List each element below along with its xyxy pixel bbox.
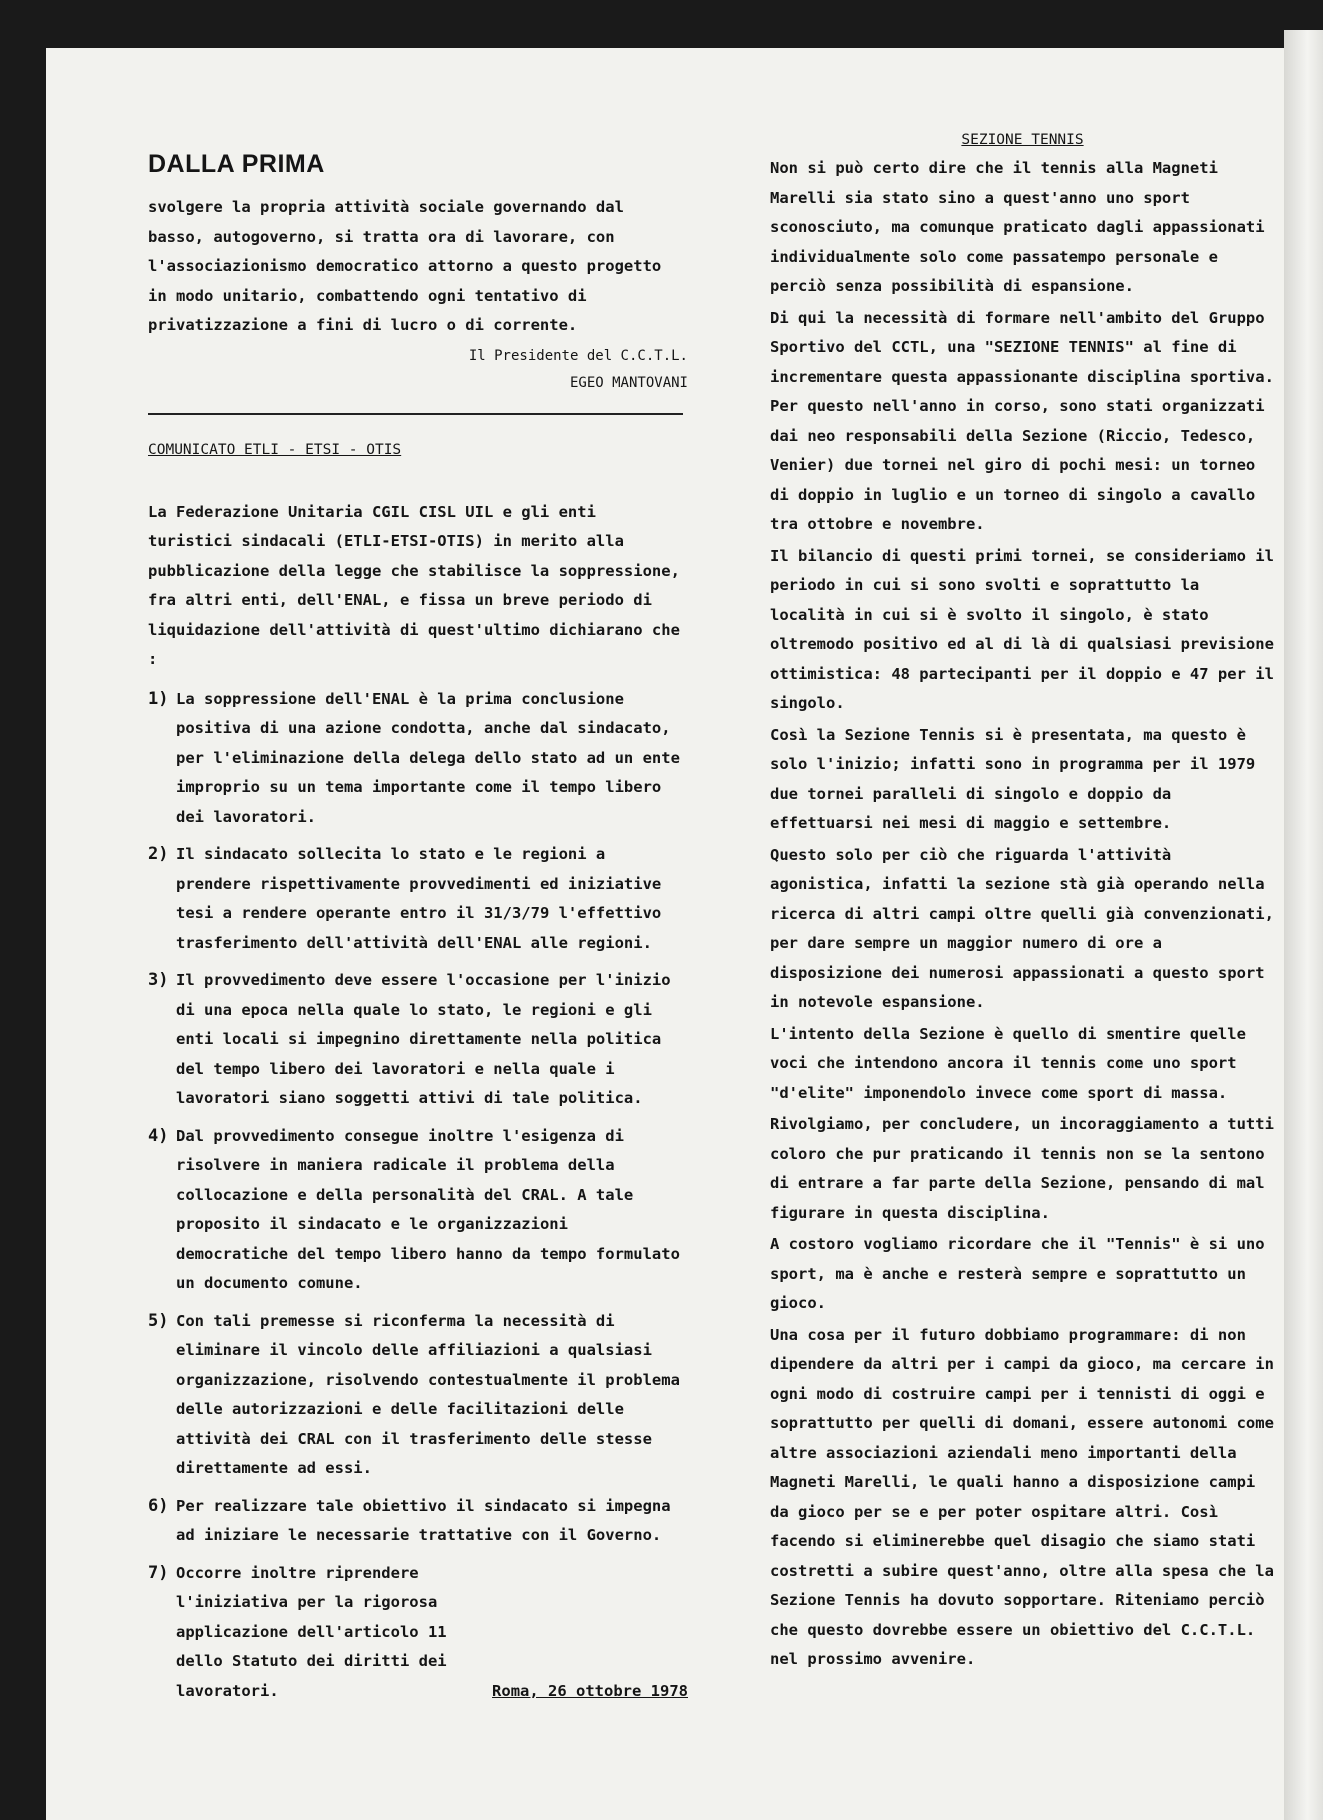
item-number: 6) bbox=[148, 1495, 169, 1516]
item-text: Il sindacato sollecita lo stato e le regioni a prendere rispettivamente provvedimenti ed iniziative tesi a rendere operante entro il 31/3/79 l'effettivo trasferimento dell'attività dell'ENAL alle regioni. bbox=[176, 845, 662, 952]
communique-title: COMUNICATO ETLI - ETSI - OTIS bbox=[148, 441, 402, 458]
item-text: Per realizzare tale obiettivo il sindacato si impegna ad iniziare le necessarie trattative con il Governo. bbox=[176, 1496, 671, 1544]
tennis-paragraph: Questo solo per ciò che riguarda l'attività agonistica, infatti la sezione stà già operando nella ricerca di altri campi oltre quelli già convenzionati, per dare sempre un maggior numero di ore a disposizione dei numerosi appassionati a questo sport in notevole espansione. bbox=[770, 845, 1274, 1011]
tennis-paragraph: Il bilancio di questi primi tornei, se consideriamo il periodo in cui si sono svolti e soprattutto la località in cui si è svolto il singolo, è stato oltremodo positivo ed al di là di qualsiasi previsione ottimistica: 48 partecipanti per il doppio e 47 per il singolo. bbox=[770, 546, 1274, 712]
item-number: 4) bbox=[148, 1125, 169, 1146]
item-number: 5) bbox=[148, 1310, 169, 1331]
communique-intro: La Federazione Unitaria CGIL CISL UIL e gli enti turistici sindacali (ETLI-ETSI-OTIS) in merito alla pubblicazione della legge che stabilisce la soppressione, fra altri enti, dell'ENAL, e fissa un breve periodo di liquidazione dell'attività di quest'ultimo dichiarano che : bbox=[148, 502, 680, 668]
item-text: Dal provvedimento consegue inoltre l'esigenza di risolvere in maniera radicale il problema della collocazione e della personalità del CRAL. A tale proposito il sindacato e le organizzazioni democratiche del tempo libero hanno da tempo formulato un documento comune. bbox=[176, 1126, 680, 1292]
list-item bbox=[148, 966, 688, 1114]
sezione-tennis-heading: SEZIONE TENNIS bbox=[961, 132, 1084, 148]
list-item bbox=[148, 840, 688, 958]
item-number: 1) bbox=[148, 688, 169, 709]
right-column bbox=[770, 132, 1275, 1677]
tennis-paragraph: Una cosa per il futuro dobbiamo programmare: di non dipendere da altri per i campi da gioco, ma cercare in ogni modo di costruire campi per i tennisti di oggi e soprattutto per quelli di domani, essere autonomi come altre associazioni aziendali meno importanti della Magneti Marelli, le quali hanno a disposizione campi da gioco per se e per poter ospitare altri. Così facendo si eliminerebbe quel disagio che siamo stati costretti a subire quest'anno, oltre alla spesa che la Sezione Tennis ha dovuto sopportare. Riteniamo perciò che questo dovrebbe essere un obiettivo del C.C.T.L. nel prossimo avvenire. bbox=[770, 1325, 1274, 1668]
dalla-prima-heading: DALLA PRIMA bbox=[148, 150, 325, 178]
list-item bbox=[148, 1492, 688, 1551]
item-text: Con tali premesse si riconferma la necessità di eliminare il vincolo delle affiliazioni a qualsiasi organizzazione, risolvendo contestualmente il problema delle autorizzazioni e delle facilitazioni delle attività dei CRAL con il trasferimento delle stesse direttamente ad essi. bbox=[176, 1311, 680, 1477]
signature-role: Il Presidente del C.C.T.L. bbox=[468, 347, 688, 364]
section-divider bbox=[148, 413, 683, 415]
item-number: 7) bbox=[148, 1562, 169, 1583]
communique-date: Roma, 26 ottobre 1978 bbox=[492, 1681, 688, 1700]
page-edge bbox=[1284, 30, 1323, 1820]
list-item bbox=[148, 1307, 688, 1484]
item-text: Occorre inoltre riprendere l'iniziativa per la rigorosa applicazione dell'articolo 11 dello Statuto dei diritti dei lavoratori. bbox=[176, 1563, 447, 1700]
signature bbox=[148, 343, 688, 397]
tennis-paragraph: Così la Sezione Tennis si è presentata, ma questo è solo l'inizio; infatti sono in programma per il 1979 due tornei paralleli di singolo e doppio da effettuarsi nei mesi di maggio e settembre. bbox=[770, 725, 1256, 832]
tennis-paragraph: Non si può certo dire che il tennis alla Magneti Marelli sia stato sino a quest'anno uno sport sconosciuto, ma comunque praticato dagli appassionati individualmente solo come passatempo personale e perciò senza possibilità di espansione. bbox=[770, 159, 1265, 295]
closing-row bbox=[176, 1559, 688, 1707]
tennis-paragraph: A costoro vogliamo ricordare che il "Tennis" è si uno sport, ma è anche e resterà sempre e soprattutto un gioco. bbox=[770, 1235, 1265, 1312]
list-item bbox=[148, 1122, 688, 1299]
item-number: 2) bbox=[148, 844, 169, 864]
signature-name: EGEO MANTOVANI bbox=[569, 374, 688, 391]
item-number: 3) bbox=[148, 970, 169, 990]
tennis-paragraph: L'intento della Sezione è quello di smentire quelle voci che intendono ancora il tennis come uno sport "d'elite" imponendolo invece come sport di massa. bbox=[770, 1024, 1246, 1102]
tennis-paragraph: Di qui la necessità di formare nell'ambito del Gruppo Sportivo del CCTL, una "SEZIONE TENNIS" al fine di incrementare questa appassionante disciplina sportiva. Per questo nell'anno in corso, sono stati organizzati dai neo responsabili della Sezione (Riccio, Tedesco, Venier) due tornei nel giro di pochi mesi: un torneo di doppio in luglio e un torneo di singolo a cavallo tra ottobre e novembre. bbox=[770, 308, 1274, 533]
item-text: La soppressione dell'ENAL è la prima conclusione positiva di una azione condotta, anche dal sindacato, per l'eliminazione della delega dello stato ad un ente improprio su un tema importante come il tempo libero dei lavoratori. bbox=[176, 689, 680, 826]
list-item bbox=[148, 685, 688, 833]
list-item bbox=[148, 1559, 688, 1707]
tennis-paragraph: Rivolgiamo, per concludere, un incoraggiamento a tutti coloro che pur praticando il tennis non se la sentono di entrare a far parte della Sezione, pensando di mal figurare in questa disciplina. bbox=[770, 1115, 1274, 1222]
item-text: Il provvedimento deve essere l'occasione per l'inizio di una epoca nella quale lo stato, le regioni e gli enti locali si impegnino direttamente nella politica del tempo libero dei lavoratori e nella quale i lavoratori siano soggetti attivi di tale politica. bbox=[176, 971, 671, 1107]
left-column bbox=[148, 150, 688, 1714]
continuation-text: svolgere la propria attività sociale governando dal basso, autogoverno, si tratta ora di lavorare, con l'associazionismo democratico attorno a questo progetto in modo unitario, combattendo ogni tentativo di privatizzazione a fini di lucro o di corrente. bbox=[148, 198, 662, 334]
